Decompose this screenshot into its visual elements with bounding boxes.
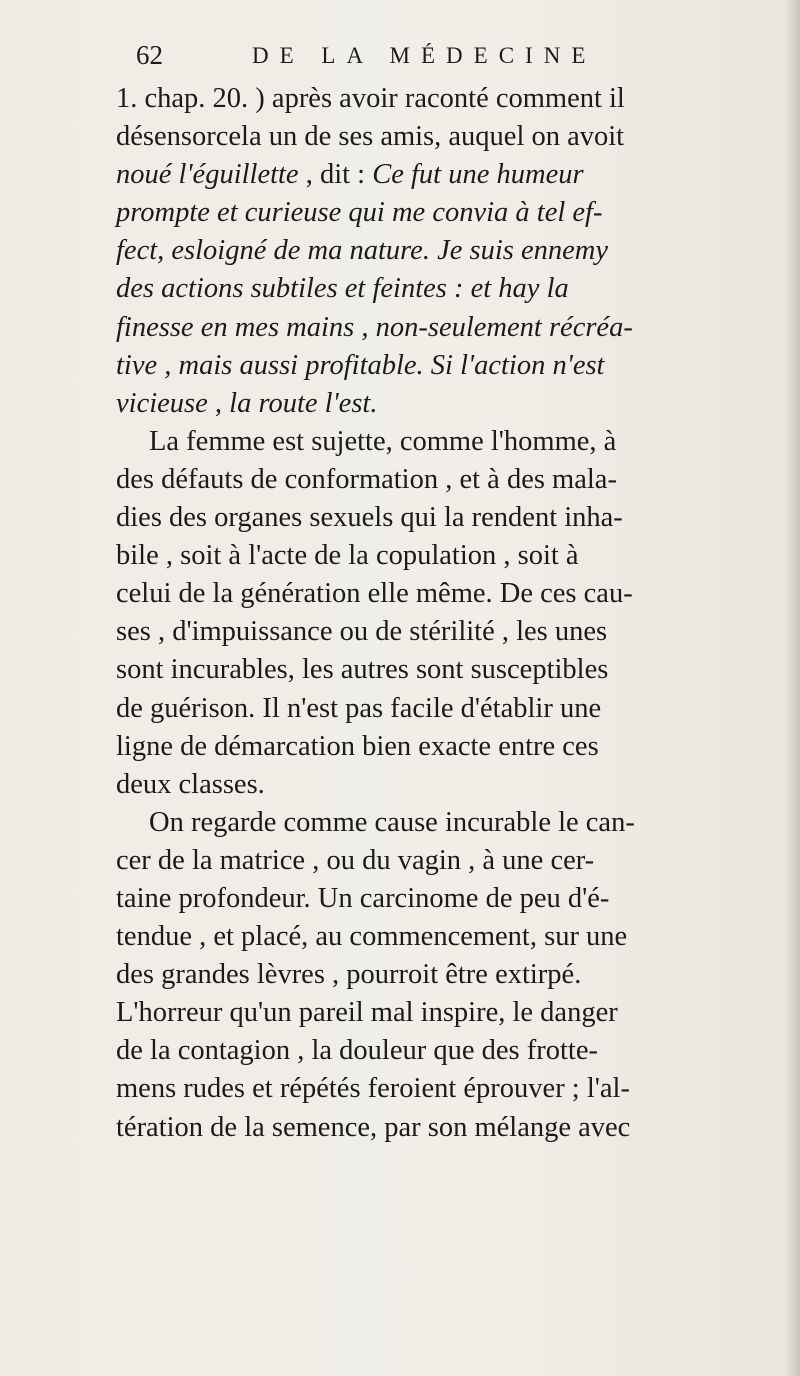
text-line: désensorcela un de ses amis, auquel on avoit [116, 121, 625, 153]
text-line: ses , d'impuissance ou de stérilité , les unes [116, 616, 608, 648]
text-line-mixed [116, 156, 771, 194]
text-line: dies des organes sexuels qui la rendent inha- [116, 502, 623, 534]
body-text [116, 80, 771, 1147]
text-line: deux classes. [116, 768, 265, 800]
text-line: tive , mais aussi profitable. Si l'action n'est [116, 349, 605, 381]
paragraph-start-line: La femme est sujette, comme l'homme, à [149, 425, 617, 457]
running-head [136, 40, 736, 80]
text-line: taine profondeur. Un carcinome de peu d'é- [116, 882, 610, 914]
text-line: finesse en mes mains , non-seulement récréa- [116, 311, 633, 343]
text-line: des actions subtiles et feintes : et hay la [116, 273, 569, 305]
text-line: bile , soit à l'acte de la copulation , soit à [116, 540, 579, 572]
text-line: sont incurables, les autres sont susceptibles [116, 654, 609, 686]
text-line: 1. chap. 20. ) après avoir raconté comment il [116, 83, 625, 114]
italic-span: l'éguillette [178, 159, 299, 191]
text-line: de la contagion , la douleur que des frotte- [116, 1035, 598, 1067]
roman-span: , dit : [305, 159, 366, 191]
italic-span: Ce fut une humeur [372, 159, 584, 191]
text-line: tération de la semence, par son mélange avec [116, 1111, 631, 1143]
text-line: L'horreur qu'un pareil mal inspire, le danger [116, 997, 618, 1029]
text-line: des défauts de conformation , et à des mala- [116, 463, 617, 495]
text-line: mens rudes et répétés feroient éprouver ; l'al- [116, 1073, 630, 1105]
text-line: des grandes lèvres , pourroit être extirpé. [116, 959, 582, 991]
text-line: de guérison. Il n'est pas facile d'établir une [116, 692, 602, 724]
text-line: prompte et curieuse qui me convia à tel ef- [116, 197, 603, 229]
page-number: 62 [136, 40, 163, 70]
text-line: fect, esloigné de ma nature. Je suis ennemy [116, 235, 609, 267]
text-line: ligne de démarcation bien exacte entre ces [116, 730, 599, 762]
page-edge-shadow [784, 0, 800, 1376]
text-line: cer de la matrice , ou du vagin , à une cer- [116, 844, 595, 876]
paragraph-start-line: On regarde comme cause incurable le can- [149, 806, 635, 838]
running-title: DE LA MÉDECINE [252, 43, 597, 68]
text-line: celui de la génération elle même. De ces cau- [116, 578, 633, 610]
italic-span: noué [116, 159, 172, 191]
text-line: vicieuse , la route l'est. [116, 387, 378, 419]
text-line: tendue , et placé, au commencement, sur une [116, 921, 628, 953]
